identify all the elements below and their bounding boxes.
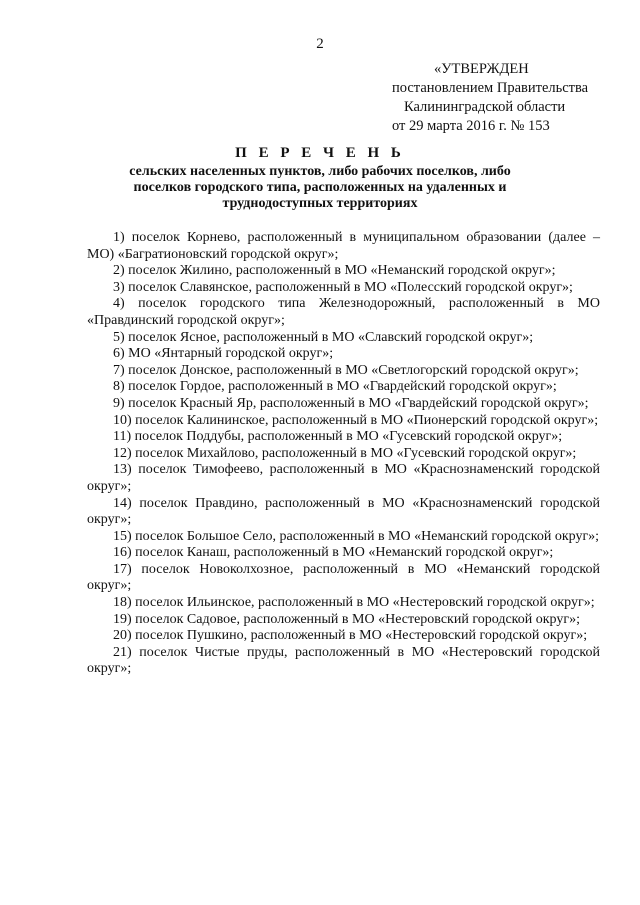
list-item: 16) поселок Канаш, расположенный в МО «Неманский городской округ»; [113,545,554,561]
list-item: 10) поселок Калининское, расположенный в МО «Пионерский городской округ»; [113,412,599,428]
settlement-list [87,230,600,678]
list-item: 11) поселок Поддубы, расположенный в МО «Гусевский городской округ»; [113,429,563,445]
approval-stamp [392,60,612,136]
list-item: 14) поселок Правдино, расположенный в МО «Краснознаменский городской округ»; [87,495,600,528]
list-item: 6) МО «Янтарный городской округ»; [113,346,334,362]
approval-title: «УТВЕРЖДЕН [434,61,529,77]
list-item: 2) поселок Жилино, расположенный в МО «Неманский городской округ»; [113,263,556,279]
list-item: 1) поселок Корнево, расположенный в муниципальном образовании (далее – МО) «Багратионовский городской округ»; [87,230,600,262]
approval-line-3: от 29 марта 2016 г. № 153 [392,118,550,134]
document-subtitle: сельских населенных пунктов, либо рабочих поселков, либо поселков городского типа, расположенных на удаленных и труднодоступных территориях [129,164,511,211]
list-item: 17) поселок Новоколхозное, расположенный в МО «Неманский городской округ»; [87,561,600,594]
list-item: 19) поселок Садовое, расположенный в МО «Нестеровский городской округ»; [113,611,580,627]
list-item: 15) поселок Большое Село, расположенный в МО «Неманский городской округ»; [113,528,600,544]
list-item: 3) поселок Славянское, расположенный в МО «Полесский городской округ»; [113,279,573,295]
approval-line-2: Калининградской области [404,99,566,115]
list-item: 7) поселок Донское, расположенный в МО «Светлогорский городской округ»; [113,362,579,378]
list-item: 8) поселок Гордое, расположенный в МО «Гвардейский городской округ»; [113,379,557,395]
list-item: 9) поселок Красный Яр, расположенный в МО «Гвардейский городской округ»; [113,395,589,411]
list-item: 12) поселок Михайлово, расположенный в МО «Гусевский городской округ»; [113,445,577,461]
page-number: 2 [316,36,324,52]
list-item: 4) поселок городского типа Железнодорожный, расположенный в МО «Правдинский городской округ»; [87,296,600,328]
list-item: 18) поселок Ильинское, расположенный в МО «Нестеровский городской округ»; [113,595,595,611]
list-item: 13) поселок Тимофеево, расположенный в МО «Краснознаменский городской округ»; [87,462,600,494]
list-item: 21) поселок Чистые пруды, расположенный в МО «Нестеровский городской округ»; [87,644,600,677]
approval-line-1: постановлением Правительства [392,80,589,96]
list-item: 5) поселок Ясное, расположенный в МО «Славский городской округ»; [113,329,534,345]
document-title: П Е Р Е Ч Е Н Ь [235,145,405,161]
list-item: 20) поселок Пушкино, расположенный в МО «Нестеровский городской округ»; [113,628,588,644]
